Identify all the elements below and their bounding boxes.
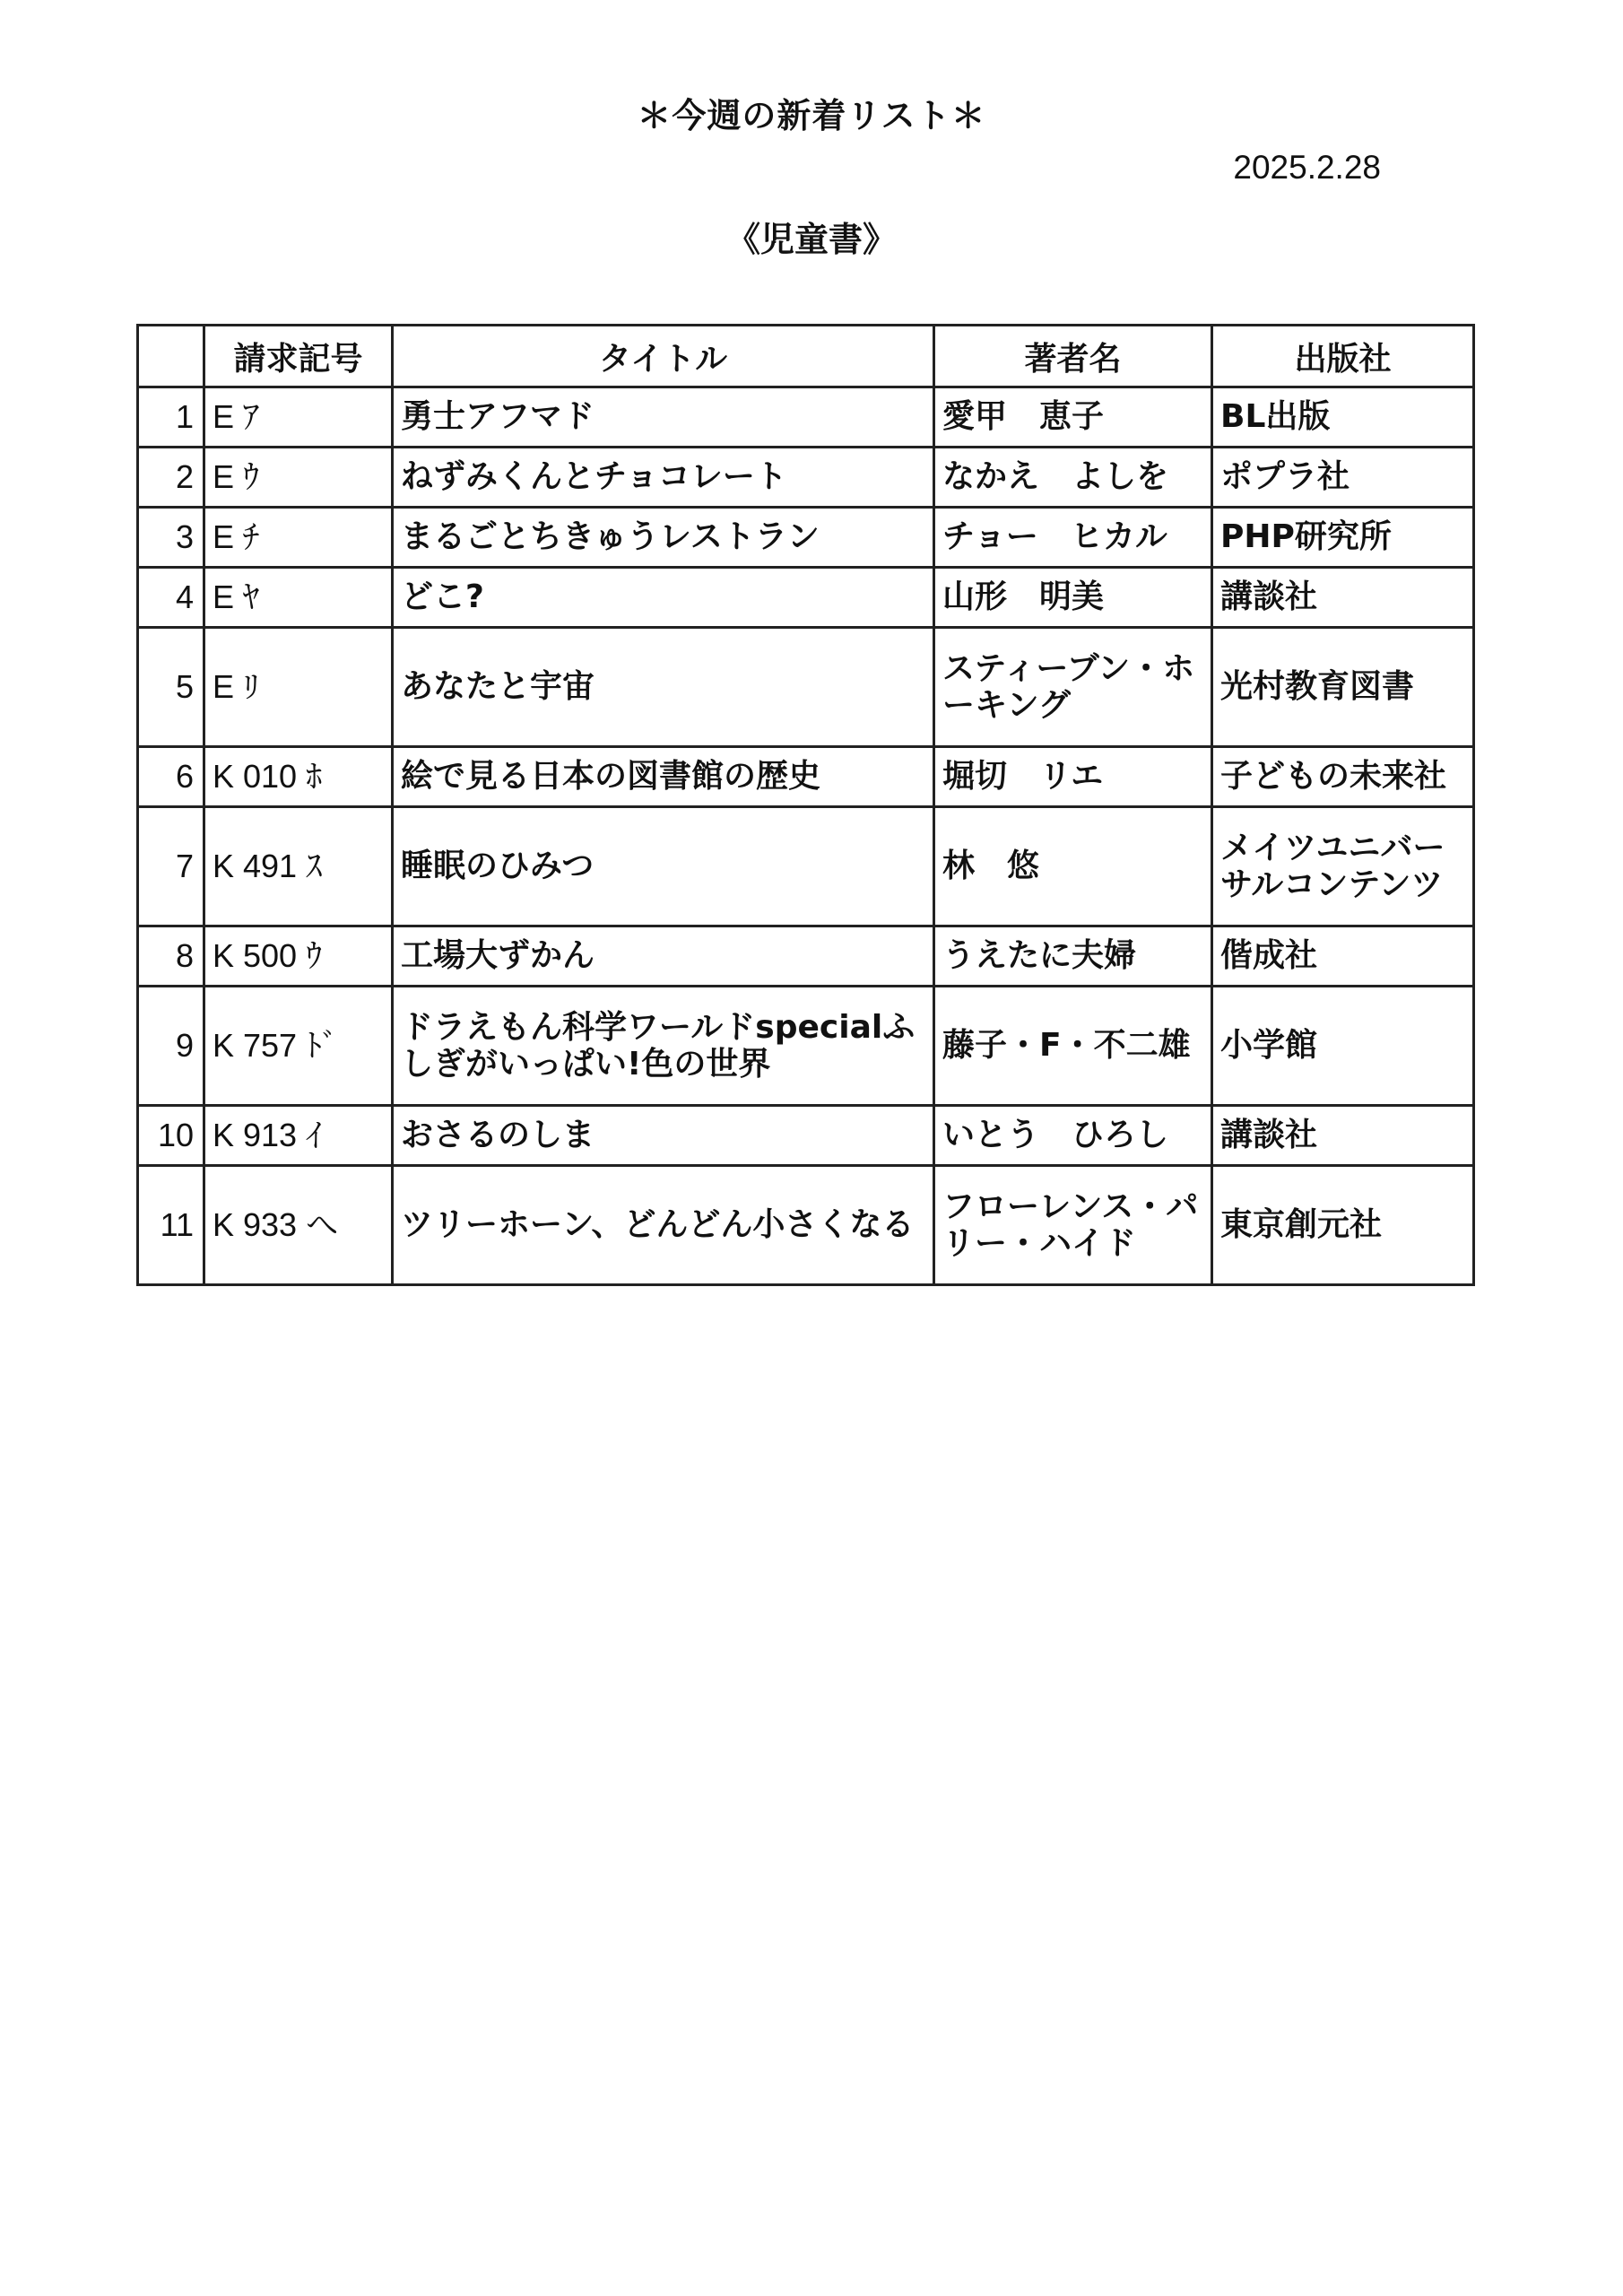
book-publisher: 小学館 xyxy=(1212,987,1474,1106)
book-author: 林 悠 xyxy=(934,807,1212,926)
call-number: E ﾘ xyxy=(204,628,393,747)
book-publisher: 子どもの未来社 xyxy=(1212,747,1474,807)
call-number: K 010 ﾎ xyxy=(204,747,393,807)
row-number: 11 xyxy=(138,1166,204,1285)
table-row xyxy=(138,628,1474,747)
book-title: 絵で見る日本の図書館の歴史 xyxy=(393,747,934,807)
list-date: 2025.2.28 xyxy=(1233,149,1381,186)
book-publisher: メイツユニバーサルコンテンツ xyxy=(1212,807,1474,926)
call-number: E ｱ xyxy=(204,387,393,448)
book-author: 山形 明美 xyxy=(934,568,1212,628)
row-number: 3 xyxy=(138,508,204,568)
book-publisher: 東京創元社 xyxy=(1212,1166,1474,1285)
book-publisher: 講談社 xyxy=(1212,1106,1474,1166)
row-number: 4 xyxy=(138,568,204,628)
table-row xyxy=(138,747,1474,807)
book-title: まるごとちきゅうレストラン xyxy=(393,508,934,568)
book-title: ねずみくんとチョコレート xyxy=(393,448,934,508)
book-author: いとう ひろし xyxy=(934,1106,1212,1166)
book-title: おさるのしま xyxy=(393,1106,934,1166)
column-header-call-number: 請求記号 xyxy=(204,326,393,387)
call-number: K 491 ｽ xyxy=(204,807,393,926)
book-publisher: BL出版 xyxy=(1212,387,1474,448)
new-arrivals-table xyxy=(136,324,1475,1286)
row-number: 2 xyxy=(138,448,204,508)
book-author: 愛甲 恵子 xyxy=(934,387,1212,448)
book-publisher: ポプラ社 xyxy=(1212,448,1474,508)
book-publisher: 偕成社 xyxy=(1212,926,1474,987)
book-title: 睡眠のひみつ xyxy=(393,807,934,926)
table-row xyxy=(138,448,1474,508)
call-number: K 913 ｲ xyxy=(204,1106,393,1166)
row-number: 5 xyxy=(138,628,204,747)
book-title: あなたと宇宙 xyxy=(393,628,934,747)
table-row xyxy=(138,926,1474,987)
column-header-publisher: 出版社 xyxy=(1212,326,1474,387)
book-author: フローレンス・パリー・ハイド xyxy=(934,1166,1212,1285)
table-row xyxy=(138,987,1474,1106)
row-number: 8 xyxy=(138,926,204,987)
call-number: K 933 へ xyxy=(204,1166,393,1285)
row-number: 10 xyxy=(138,1106,204,1166)
call-number: E ﾁ xyxy=(204,508,393,568)
book-title: 工場大ずかん xyxy=(393,926,934,987)
book-title: どこ? xyxy=(393,568,934,628)
book-publisher: 光村教育図書 xyxy=(1212,628,1474,747)
table-header-row xyxy=(138,326,1474,387)
call-number: E ﾔ xyxy=(204,568,393,628)
book-author: 堀切 リエ xyxy=(934,747,1212,807)
column-header-author: 著者名 xyxy=(934,326,1212,387)
table-row xyxy=(138,1106,1474,1166)
column-header-number xyxy=(138,326,204,387)
column-header-title: タイトル xyxy=(393,326,934,387)
section-heading: 《児童書》 xyxy=(725,220,897,259)
table-row xyxy=(138,568,1474,628)
page-title: ＊今週の新着リスト＊ xyxy=(637,96,986,135)
book-publisher: PHP研究所 xyxy=(1212,508,1474,568)
book-author: なかえ よしを xyxy=(934,448,1212,508)
book-author: うえたに夫婦 xyxy=(934,926,1212,987)
book-title: ドラえもん科学ワールドspecialふしぎがいっぱい!色の世界 xyxy=(393,987,934,1106)
book-title: ツリーホーン、どんどん小さくなる xyxy=(393,1166,934,1285)
book-title: 勇士アフマド xyxy=(393,387,934,448)
table-row xyxy=(138,807,1474,926)
call-number: K 500 ｳ xyxy=(204,926,393,987)
row-number: 1 xyxy=(138,387,204,448)
book-publisher: 講談社 xyxy=(1212,568,1474,628)
row-number: 7 xyxy=(138,807,204,926)
book-author: スティーブン・ホーキング xyxy=(934,628,1212,747)
row-number: 9 xyxy=(138,987,204,1106)
call-number: K 757 ﾄﾞ xyxy=(204,987,393,1106)
book-author: 藤子・F・不二雄 xyxy=(934,987,1212,1106)
table-row xyxy=(138,387,1474,448)
table-row xyxy=(138,1166,1474,1285)
book-author: チョー ヒカル xyxy=(934,508,1212,568)
call-number: E ｳ xyxy=(204,448,393,508)
table-row xyxy=(138,508,1474,568)
row-number: 6 xyxy=(138,747,204,807)
